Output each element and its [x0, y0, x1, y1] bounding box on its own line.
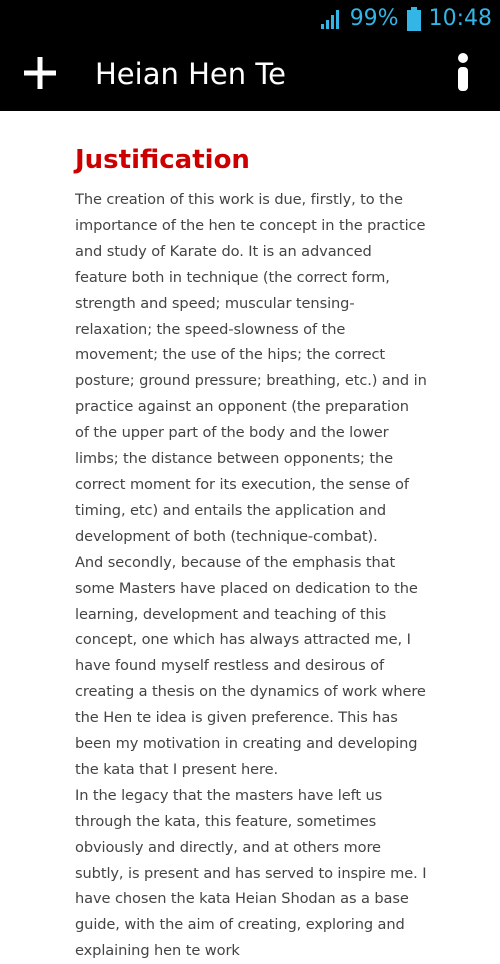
battery-percent: 99%: [349, 6, 399, 31]
article-paragraph: In the legacy that the masters have left us through the kata, this feature, sometimes obviously and directly, and at others more subtly, is present and has served to inspire me. I have chosen the kata Heian Shodan as a base guide, with the aim of creating, exploring and explaining hen te work: [75, 786, 427, 960]
plus-icon: [22, 55, 58, 95]
action-bar: [0, 37, 500, 111]
article-paragraph: The creation of this work is due, firstly, to the importance of the hen te concept in the practice and study of Karate do. It is an advanced feature both in technique (the correct form, strength and speed; muscular tensing-relaxation; the speed-slowness of the movement; the use of the hips; the correct posture; ground pressure; breathing, etc.) and in practice against an opponent (the preparation of the upper part of the body and the lower limbs; the distance between opponents; the correct moment for its execution, the sense of timing, etc) and entails the application and development of both (technique-combat).: [75, 191, 427, 545]
battery-icon: [407, 7, 421, 31]
info-icon: [456, 52, 470, 96]
article-paragraph: And secondly, because of the emphasis that some Masters have placed on dedication to the learning, development and teaching of this concept, one which has always attracted me, I have found myself restless and desirous of creating a thesis on the dynamics of work where the Hen te idea is given preference. This has been my motivation in creating and developing the kata that I present here.: [75, 553, 426, 778]
signal-strength-icon: [320, 9, 342, 29]
article-content: [75, 111, 427, 960]
add-button[interactable]: [18, 53, 62, 97]
status-bar: [0, 0, 500, 37]
status-icons: [320, 0, 492, 37]
page-title: Heian Hen Te: [95, 57, 286, 91]
status-time: 10:48: [428, 6, 492, 31]
info-button[interactable]: [448, 51, 478, 97]
article-heading: Justification: [75, 145, 250, 175]
